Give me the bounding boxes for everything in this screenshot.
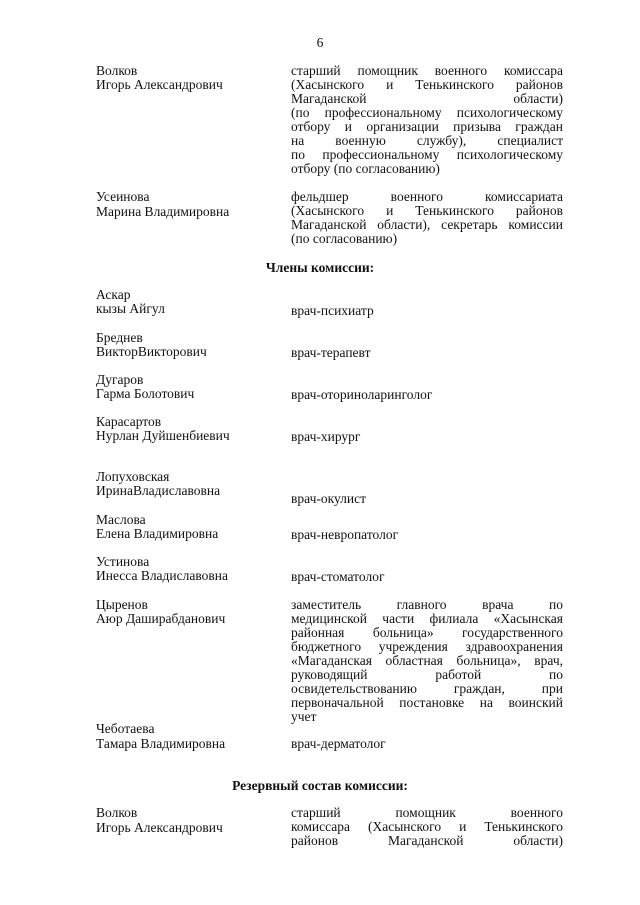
role-line: Магаданской области): [291, 91, 563, 106]
role-line: (по профессиональному психологическому: [291, 105, 563, 120]
person-given-name: Нурлан Дуйшенбиевич: [96, 428, 230, 443]
role-line: Магаданской области), секретарь комиссии: [291, 217, 563, 232]
person-role: врач-хирург: [291, 429, 361, 444]
role-line: фельдшер военного комиссариата: [291, 189, 563, 204]
person-role: врач-дерматолог: [291, 736, 386, 751]
role-line: комиссара (Хасынского и Тенькинского: [291, 819, 563, 834]
person-role: врач-невропатолог: [291, 527, 399, 542]
role-line: старший помощник военного: [291, 805, 563, 820]
person-given-name: Игорь Александрович: [96, 820, 223, 835]
person-surname: Маслова: [96, 512, 146, 527]
person-surname: Бреднев: [96, 330, 143, 345]
role-line: на военную службу), специалист: [291, 133, 563, 148]
role-line: медицинской части филиала «Хасынская: [291, 611, 563, 626]
person-surname: Лопуховская: [96, 469, 170, 484]
person-surname: Чеботаева: [96, 721, 155, 736]
role-line: районная больница» государственного: [291, 625, 563, 640]
role-line: «Магаданская областная больница», врач,: [291, 653, 563, 668]
person-role: врач-оториноларинголог: [291, 387, 433, 402]
person-given-name: ИринаВладиславовна: [96, 483, 221, 498]
person-given-name: кызы Айгул: [96, 301, 165, 316]
person-surname: Волков: [96, 805, 138, 820]
role-line: (Хасынского и Тенькинского районов: [291, 203, 563, 218]
role-line: бюджетного учреждения здравоохранения: [291, 639, 563, 654]
person-role: врач-стоматолог: [291, 569, 385, 584]
person-role: [291, 190, 563, 246]
person-surname: Волков: [96, 63, 138, 78]
person-role: врач-психиатр: [291, 303, 374, 318]
person-role: [291, 598, 563, 724]
person-given-name: Марина Владимировна: [96, 204, 230, 219]
role-line: заместитель главного врача по: [291, 597, 563, 612]
person-role: [291, 64, 563, 176]
members-heading: Члены комиссии:: [265, 260, 375, 275]
person-given-name: Елена Владимировна: [96, 526, 219, 541]
person-surname: Дугаров: [96, 372, 144, 387]
role-line: первоначальной постановке на воинский: [291, 695, 563, 710]
person-role: врач-терапевт: [291, 345, 371, 360]
role-line: учет: [291, 709, 317, 724]
role-line: по профессиональному психологическому: [291, 147, 563, 162]
person-surname: Усеинова: [96, 189, 150, 204]
role-line: освидетельствованию граждан, при: [291, 681, 563, 696]
person-surname: Аскар: [96, 287, 131, 302]
role-line: старший помощник военного комиссара: [291, 63, 563, 78]
person-given-name: Аюр Даширабданович: [96, 611, 226, 626]
reserve-heading: Резервный состав комиссии:: [232, 778, 408, 793]
person-given-name: Тамара Владимировна: [96, 736, 226, 751]
person-surname: Устинова: [96, 554, 150, 569]
person-given-name: ВикторВикторович: [96, 344, 207, 359]
page-number: 6: [316, 35, 324, 50]
role-line: отбору (по согласованию): [291, 161, 440, 176]
person-role: врач-окулист: [291, 491, 366, 506]
role-line: (по согласованию): [291, 231, 398, 246]
role-line: районов Магаданской области): [291, 833, 563, 848]
role-line: руководящий работой по: [291, 667, 563, 682]
person-surname: Цыренов: [96, 597, 148, 612]
role-line: (Хасынского и Тенькинского районов: [291, 77, 563, 92]
person-surname: Карасартов: [96, 414, 162, 429]
person-given-name: Инесса Владиславовна: [96, 568, 228, 583]
person-role: [291, 806, 563, 848]
role-line: отбору и организации призыва граждан: [291, 119, 563, 134]
person-given-name: Гарма Болотович: [96, 386, 195, 401]
person-given-name: Игорь Александрович: [96, 77, 223, 92]
